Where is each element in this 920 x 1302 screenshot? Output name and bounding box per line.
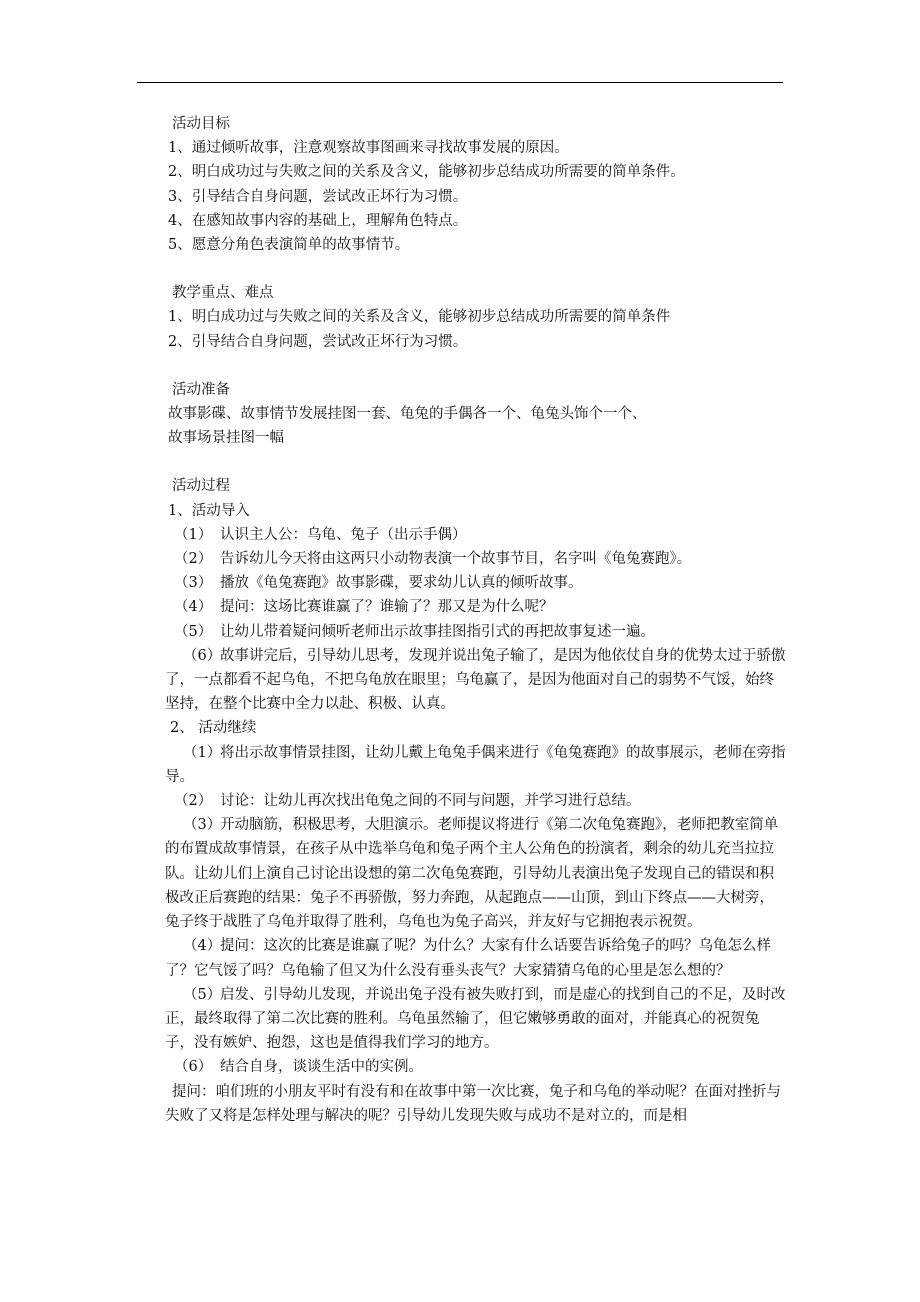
goal-item: 3、引导结合自身问题，尝试改正坏行为习惯。 [168,188,468,205]
goal-item: 4、在感知故事内容的基础上，理解角色特点。 [168,212,468,229]
goals-heading: 活动目标 [172,116,230,132]
step-item [168,547,786,571]
goal-item: 1、通过倾听故事，注意观察故事图画来寻找故事发展的原因。 [168,140,569,157]
step-text: 让幼儿带着疑问倾听老师出示故事挂图指引式的再把故事复述一遍。 [220,623,655,640]
step-item [165,813,786,934]
step-num: （3） [174,575,213,592]
step-num: （5） [183,986,222,1003]
part1-title: 1、活动导入 [168,502,250,519]
step-text: 开动脑筋，积极思考，大胆演示。老师提议将进行《第二次龟兔赛跑》，老师把教室简单的布置成故事情景，在孩子从中选举乌龟和兔子两个主人公角色的扮演者，剩余的幼儿充当拉拉队。让幼儿们上演自己讨论出设想的第二次龟兔赛跑，引导幼儿表演出兔子发现自己的错误和积极改正后赛跑的结果：兔子不再骄傲，努力奔跑，从起跑点——山顶，到山下终点——大树旁，兔子终于战胜了乌龟并取得了胜利，乌龟也为兔子高兴，并友好与它拥抱表示祝贺。 [165,817,779,931]
step-item [168,620,786,644]
step-item [165,741,786,789]
step-text: 讨论：让幼儿再次找出龟兔之间的不同与问题，并学习进行总结。 [220,793,641,810]
focus-heading: 教学重点、难点 [172,285,274,302]
step-text: 将出示故事情景挂图，让幼儿戴上龟兔手偶来进行《龟兔赛跑》的故事展示，老师在旁指导。 [165,744,786,785]
step-item [168,571,786,595]
step-num: （5） [174,623,213,640]
closing-paragraph: 提问：咱们班的小朋友平时有没有和在故事中第一次比赛，兔子和乌龟的举动呢？在面对挫折与失败了又将是怎样处理与解决的呢？引导幼儿发现失败与成功不是对立的，而是相 [165,1083,781,1124]
step-text: 播放《龟兔赛跑》故事影碟，要求幼儿认真的倾听故事。 [220,575,583,592]
step-text: 提问：这次的比赛是谁赢了呢？为什么？大家有什么话要告诉给兔子的吗？乌龟怎么样了？它气馁了吗？乌龟输了但又为什么没有垂头丧气？大家猜猜乌龟的心里是怎么想的？ [165,938,771,979]
step-num: （4） [183,938,222,955]
step-text: 认识主人公：乌龟、兔子（出示手偶） [220,526,467,543]
step-num: （4） [174,599,213,616]
prep-heading: 活动准备 [172,381,230,398]
process-heading: 活动过程 [172,478,230,495]
goal-item: 5、愿意分角色表演简单的故事情节。 [168,237,410,254]
step-item [165,934,786,982]
focus-item: 1、明白成功过与失败之间的关系及含义，能够初步总结成功所需要的简单条件 [168,309,671,326]
part2-title: 2、 活动继续 [170,720,257,737]
document-body [165,112,786,1128]
prep-line: 故事场景挂图一幅 [168,430,284,447]
step-item [168,523,786,547]
step-num: （1） [174,526,213,543]
step-text: 启发、引导幼儿发现，并说出兔子没有被失败打到，而是虚心的找到自己的不足，及时改正，最终取得了第二次比赛的胜利。乌龟虽然输了，但它嫩够勇敢的面对，并能真心的祝贺兔子，没有嫉妒、抱怨，这也是值得我们学习的地方。 [165,986,786,1052]
step-num: （3） [183,817,222,834]
step-num: （2） [174,551,213,568]
header-rule [137,82,783,83]
step-num: （1） [183,744,222,761]
step-text: 结合自身，谈谈生活中的实例。 [220,1059,423,1076]
step-num: （2） [174,793,213,810]
step-item [168,1055,786,1079]
step-num: （6） [174,1059,213,1076]
step-item [165,983,786,1056]
step-num: （6） [183,647,222,664]
goal-item: 2、明白成功过与失败之间的关系及含义，能够初步总结成功所需要的简单条件。 [168,164,685,181]
step-item [168,789,786,813]
step-item [168,595,786,619]
focus-item: 2、引导结合自身问题，尝试改正坏行为习惯。 [168,333,468,350]
prep-line: 故事影碟、故事情节发展挂图一套、龟兔的手偶各一个、龟兔头饰个一个、 [168,406,647,423]
step-text: 故事讲完后，引导幼儿思考，发现并说出兔子输了，是因为他依仗自身的优势太过于骄傲了，一点都看不起乌龟，不把乌龟放在眼里；乌龟赢了，是因为他面对自己的弱势不气馁，始终坚持，在整个比赛中全力以赴、积极、认真。 [165,647,786,713]
step-text: 提问：这场比赛谁赢了？谁输了？那又是为什么呢？ [220,599,554,616]
step-item [165,644,786,717]
step-text: 告诉幼儿今天将由这两只小动物表演一个故事节目，名字叫《龟兔赛跑》。 [220,551,692,568]
